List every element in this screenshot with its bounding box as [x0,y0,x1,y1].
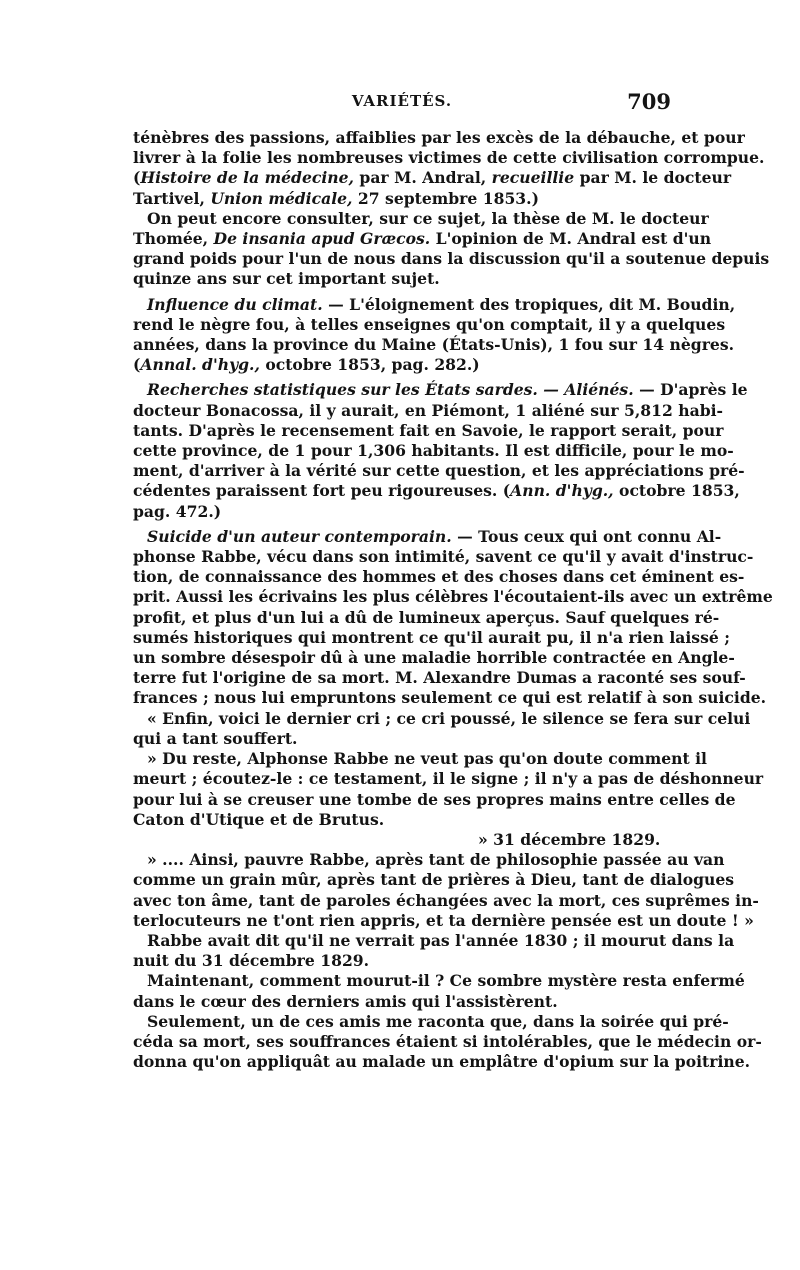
text-line: pag. 472.) [133,501,222,521]
text-line: ténèbres des passions, affaiblies par les excès de la débauche, et pour [133,128,745,147]
paragraph-suicide [133,526,773,709]
text-fragment: octobre 1853, [613,481,740,501]
text-line: tants. D'après le recensement fait en Savoie, le rapport serait, pour [133,420,724,440]
text-line: » .... Ainsi, pauvre Rabbe, après tant de philosophie passée au van [147,850,725,870]
paragraph-annee-1830 [133,930,735,971]
paragraph-testament [133,749,764,850]
text-line: meurt ; écoutez-le : ce testament, il le signe ; il n'y a pas de déshonneur [133,769,764,789]
text-line [133,168,732,188]
text-line: donna qu'on appliquât au malade un emplâtre d'opium sur la poitrine. [133,1052,751,1072]
journal-title: Ann. d'hyg., [510,481,614,501]
page-number: 709 [627,89,671,114]
text-line: un sombre désespoir dû à une maladie horrible contractée en Angle- [133,648,735,668]
book-title: Histoire de la médecine, [140,168,354,188]
paragraph-histoire [133,128,765,209]
text-line: ment, d'arriver à la vérité sur cette question, et les appréciations pré- [133,461,745,481]
text-line: livrer à la folie les nombreuses victimes de cette civilisation corrompue. [133,148,765,168]
text-line: Caton d'Utique et de Brutus. [133,809,385,829]
text-line [133,189,671,209]
text-line [133,380,748,400]
text-line: nuit du 31 décembre 1829. [133,951,370,971]
text-fragment: ( [133,168,141,188]
journal-title: Union médicale, [210,188,353,208]
text-line: profit, et plus d'un lui a dû de lumineux aperçus. Sauf quelques ré- [133,607,720,627]
text-line: rend le nègre fou, à telles enseignes qu'on comptait, il y a quelques [133,314,726,334]
text-line: années, dans la province du Maine (États-Unis), 1 fou sur 14 nègres. [133,335,735,355]
text-line: tion, de connaissance des hommes et des choses dans cet éminent es- [133,567,745,587]
thesis-title: De insania apud Græcos. [213,229,431,249]
text-fragment: Tartivel, [133,188,211,208]
section-heading: Influence du climat. [147,294,323,314]
text-fragment: par M. Andral, [353,168,492,188]
text-line [133,481,740,501]
section-heading: Suicide d'un auteur contemporain. [147,526,452,546]
text-line: quinze ans sur cet important sujet. [133,269,440,289]
text-line: pour lui à se creuser une tombe de ses propres mains entre celles de [133,789,736,809]
text-fragment: octobre 1853, pag. 282.) [259,355,480,375]
paragraph-ainsi [133,850,759,931]
paragraph-dernier-cri [133,708,751,749]
text-line: avec ton âme, tant de paroles échangées avec la mort, ces suprêmes in- [133,890,759,910]
text-fragment: L'opinion de M. Andral est d'un [430,229,712,249]
text-line: On peut encore consulter, sur ce sujet, la thèse de M. le docteur [147,208,709,228]
paragraph-thomee [133,208,770,290]
text-line: terre fut l'origine de sa mort. M. Alexandre Dumas a raconté ses souf- [133,668,746,688]
journal-title: Annal. d'hyg., [140,355,260,375]
page-header [133,89,671,118]
text-line: prit. Aussi les écrivains les plus célèbres l'écoutaient-ils avec un extrême [133,587,773,607]
text-line: » Du reste, Alphonse Rabbe ne veut pas qu'on doute comment il [147,749,707,769]
text-line: sumés historiques qui montrent ce qu'il aurait pu, il n'a rien laissé ; [133,627,730,647]
text-line: grand poids pour l'un de nous dans la discussion qu'il a soutenue depuis [133,249,770,269]
text-fragment: ( [133,355,141,375]
paragraph-etats-sardes [133,380,748,521]
running-title: VARIÉTÉS. [351,92,453,110]
paragraph-mystere [133,971,745,1011]
text-line [133,526,722,547]
text-line: « Enfin, voici le dernier cri ; ce cri poussé, le silence se fera sur celui [147,708,751,728]
page-body [133,128,773,1072]
text-line: Seulement, un de ces amis me raconta que, dans la soirée qui pré- [147,1011,729,1031]
dated-signature: » 31 décembre 1829. [478,829,661,849]
italic-term: recueillie [491,168,575,188]
text-line: Rabbe avait dit qu'il ne verrait pas l'année 1830 ; il mourut dans la [147,930,735,950]
text-fragment: — D'après le [633,380,748,400]
text-line: dans le cœur des derniers amis qui l'assistèrent. [133,991,558,1011]
text-fragment: — L'éloignement des tropiques, dit M. Boudin, [322,294,736,314]
text-line: terlocuteurs ne t'ont rien appris, et ta dernière pensée est un doute ! » [133,910,754,930]
text-line [133,294,736,315]
text-line [133,229,712,249]
paragraph-emplatre [133,1011,762,1073]
text-fragment: 27 septembre 1853.) [352,188,539,208]
text-line [133,355,671,375]
text-line: Maintenant, comment mourut-il ? Ce sombre mystère resta enfermé [147,971,745,991]
text-fragment: — Tous ceux qui ont connu Al- [451,526,722,546]
text-line: comme un grain mûr, après tant de prières à Dieu, tant de dialogues [133,870,735,890]
text-fragment: cédentes paraissent fort peu rigoureuses. ( [133,481,511,501]
text-line: docteur Bonacossa, il y aurait, en Piémont, 1 aliéné sur 5,812 habi- [133,400,724,420]
text-fragment: Thomée, [133,229,214,249]
text-line: frances ; nous lui empruntons seulement ce qui est relatif à son suicide. [133,688,767,708]
text-line: qui a tant souffert. [133,728,298,748]
text-line: cette province, de 1 pour 1,306 habitants. Il est difficile, pour le mo- [133,441,734,461]
section-heading: Recherches statistiques sur les États sardes. — Aliénés. [147,380,634,400]
text-line: céda sa mort, ses souffrances étaient si intolérables, que le médecin or- [133,1031,762,1051]
text-fragment: par M. le docteur [574,168,732,188]
text-line: phonse Rabbe, vécu dans son intimité, savent ce qu'il y avait d'instruc- [133,547,754,567]
paragraph-climat [133,294,736,376]
